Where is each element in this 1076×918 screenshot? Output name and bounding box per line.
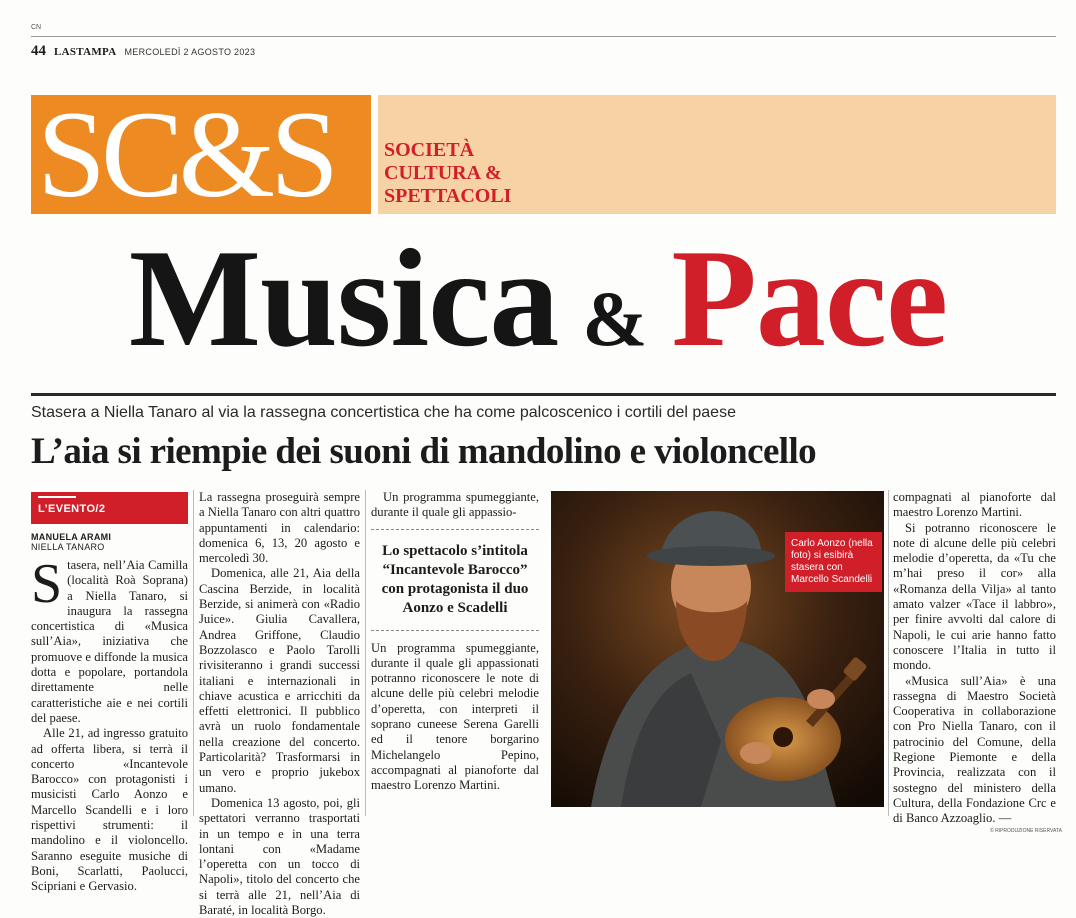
photo-caption: Carlo Aonzo (nella foto) si esibirà stasera con Marcello Scandelli (785, 532, 882, 592)
section-band (378, 95, 1056, 214)
page-number: 44 (31, 43, 46, 59)
headline: L’aia si riempie dei suoni di mandolino e violoncello (31, 431, 817, 472)
section-name (384, 139, 644, 208)
pull-quote: Lo spettacolo s’intitola “Incantevole Barocco” con protagonista il duo Aonzo e Scadelli (371, 529, 539, 631)
column-divider (888, 490, 889, 816)
article-paragraph: Domenica, alle 21, Aia della Cascina Berzide, in località Berzide, si animerà con «Radio Juice». Giulia Cavallera, Andrea Griffone, Claudio Bozzolasco e Paolo Tarolli rivisiteranno i grandi successi italiani e internazionali in chiave acustica e arricchiti da effetti elettronici. Il pubblico avrà un ruolo fondamentale nella creazione del concerto. Particolarità? Trasformarsi in un vero e proprio jukebox umano. (199, 566, 360, 795)
article-paragraph: compagnati al pianoforte dal maestro Lorenzo Martini. (893, 490, 1056, 520)
article-column-4 (893, 490, 1056, 826)
column-divider (365, 490, 366, 816)
page-title-word1: Musica (128, 221, 559, 376)
tag-label: L’EVENTO/2 (38, 503, 106, 515)
masthead: LASTAMPA (54, 46, 117, 58)
section-tag (31, 492, 188, 524)
section-name-line: SPETTACOLI (384, 185, 512, 207)
page-title-word2: Pace (671, 221, 948, 376)
article-column-3 (371, 490, 539, 820)
article-paragraph: Un programma spumeggiante, durante il quale gli appassionati potranno riconoscere le note di alcune delle più celebri melodie d’operetta, con interpreti il soprano cuneese Serena Garelli ed il tenore borgarino Michelangelo Pepino, accompagnati al pianoforte dal maestro Lorenzo Martini. (371, 640, 539, 793)
drop-cap: S (31, 553, 63, 615)
section-name-line: CULTURA & (384, 162, 502, 184)
edition-code: CN (31, 24, 42, 31)
article-paragraph: La rassegna proseguirà sempre a Niella Tanaro con altri quattro appuntamenti in calendario: domenica 6, 13, 20 agosto e mercoledì 30. (199, 490, 360, 566)
byline-author: MANUELA ARAMI (31, 532, 112, 542)
section-name-line: SOCIETÀ (384, 139, 475, 161)
top-rule (31, 36, 1056, 37)
article-paragraph: Un programma spumeggiante, durante il quale gli appassio- (371, 490, 539, 520)
page-folio (31, 43, 255, 60)
paragraph-text: tasera, nell’Aia Camilla (località Roà Soprana) a Niella Tanaro, si inaugura la rassegna concertistica di «Musica sull’Aia», iniziativa che promuove e diffonde la musica dotta e popolare, portandola direttamente nelle caratteristiche aie e nei cortili del paese. (31, 558, 188, 725)
copyright-note: © RIPRODUZIONE RISERVATA (990, 828, 1062, 834)
page-title (0, 218, 1076, 416)
section-logo (31, 86, 371, 223)
article-paragraph: Domenica 13 agosto, poi, gli spettatori verranno trasportati in un tempo e in una terra lontani con «Madame l’operetta con un tocco di Napoli», titolo del concerto che si terrà alle 21, nell’Aia di Baraté, in località Borgo. (199, 795, 360, 918)
article-column-2 (199, 490, 360, 918)
article-paragraph: Alle 21, ad ingresso gratuito ad offerta libera, si terrà il concerto «Incantevole Barocco» con protagonisti i musicisti Carlo Aonzo e Marcello Scandelli e i loro rispettivi strumenti: il mandolino e il violoncello. Saranno eseguite musiche di Boni, Scarlatti, Paolucci, Scipriani e Gervasio. (31, 726, 188, 894)
byline-place: NIELLA TANARO (31, 542, 105, 552)
tag-rule (38, 496, 76, 498)
article-paragraph: Si potranno riconoscere le note di alcune delle più celebri melodie d’operetta, da «Tu che m’hai preso il cor» alla «Romanza della Vilja» al tanto amato valzer «Tace il labbro», per finire avvolti dal calore di Napoli, le cui arie hanno fatto conoscere l’Italia in tutto il mondo. (893, 520, 1056, 673)
column-divider (193, 490, 194, 816)
issue-date: MERCOLEDÌ 2 AGOSTO 2023 (124, 47, 256, 57)
article-paragraph: «Musica sull’Aia» è una rassegna di Maestro Società Cooperativa in collaborazione con Pro Niella Tanaro, con il patrocinio del Comune, della Regione Piemonte e della Provincia, realizzata con il sostegno del ministero della Cultura, della Fondazione Crc e di Banco Azzoaglio. — (893, 673, 1056, 826)
headline-rule (31, 393, 1056, 396)
page-title-ampersand: & (582, 275, 648, 362)
article-column-1 (31, 490, 188, 894)
article-paragraph (31, 553, 188, 726)
kicker: Stasera a Niella Tanaro al via la rassegna concertistica che ha come palcoscenico i cortili del paese (31, 404, 736, 421)
section-logo-text: SC&S (37, 86, 335, 223)
